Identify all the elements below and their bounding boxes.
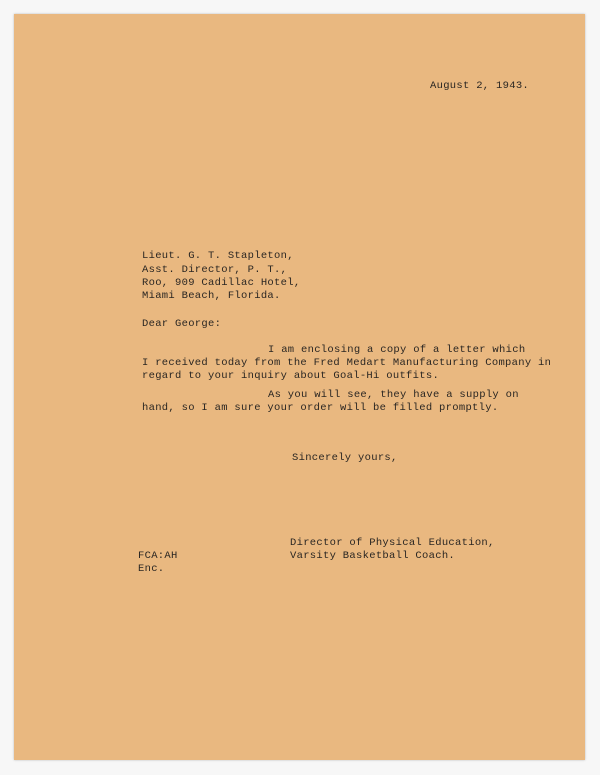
address-line: Lieut. G. T. Stapleton, xyxy=(142,250,294,262)
reference-initials: FCA:AH xyxy=(138,550,178,562)
salutation: Dear George: xyxy=(142,318,222,330)
body-paragraph-1-line: regard to your inquiry about Goal-Hi outfits. xyxy=(142,370,440,382)
signature-title: Varsity Basketball Coach. xyxy=(290,550,456,562)
letter-date: August 2, 1943. xyxy=(430,80,530,92)
letter-page xyxy=(14,14,585,760)
body-paragraph-1-line: I am enclosing a copy of a letter which xyxy=(268,344,526,356)
address-line: Asst. Director, P. T., xyxy=(142,264,288,276)
signature-title: Director of Physical Education, xyxy=(290,537,495,549)
body-paragraph-2-line: As you will see, they have a supply on xyxy=(268,389,519,401)
body-paragraph-1-line: I received today from the Fred Medart Manufacturing Company in xyxy=(142,357,552,369)
enclosure-note: Enc. xyxy=(138,563,165,575)
closing: Sincerely yours, xyxy=(292,452,398,464)
address-line: Miami Beach, Florida. xyxy=(142,290,281,302)
body-paragraph-2-line: hand, so I am sure your order will be filled promptly. xyxy=(142,402,499,414)
address-line: Roo, 909 Cadillac Hotel, xyxy=(142,277,301,289)
